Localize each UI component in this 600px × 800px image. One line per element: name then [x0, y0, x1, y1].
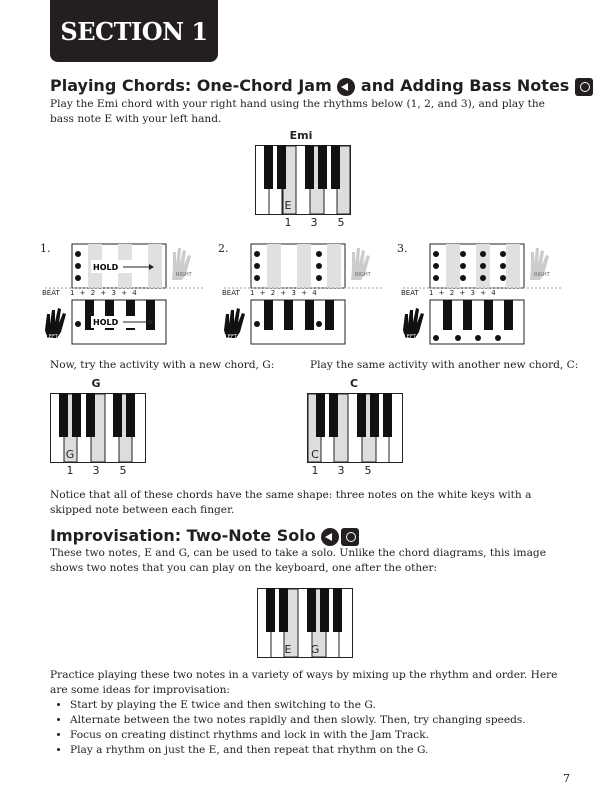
rhythm-number-2: 2. — [218, 242, 229, 255]
finger-1: 1 — [311, 464, 319, 477]
note-label-g: G — [310, 643, 320, 656]
right-label: RIGHT — [176, 272, 192, 278]
left-label: LEFT — [404, 334, 416, 340]
new-chord-c-text: Play the same activity with another new chord, C: — [310, 359, 579, 371]
finger-3: 3 — [337, 464, 345, 477]
beat-label-2 — [222, 289, 317, 297]
note-label-c: C — [311, 448, 319, 461]
heading-chords — [50, 76, 593, 96]
finger-3: 3 — [310, 216, 318, 229]
list-item: • Alternate between the two notes rapidly and then slowly. Then, try changing speeds. — [70, 713, 526, 728]
ideas-list — [56, 698, 526, 758]
beat-word: BEAT — [401, 289, 419, 297]
chord-title-c: C — [349, 377, 359, 390]
heading-improvisation-title: Improvisation: Two-Note Solo — [50, 526, 316, 545]
section-tab: SECTION 1 — [50, 0, 218, 62]
finger-5: 5 — [337, 216, 345, 229]
hold-label-left: HOLD — [93, 318, 119, 327]
left-label: LEFT — [225, 334, 237, 340]
list-item: • Play a rhythm on just the E, and then repeat that rhythm on the G. — [70, 743, 526, 758]
beat-label-3 — [401, 289, 496, 297]
beat-word: BEAT — [42, 289, 60, 297]
finger-1: 1 — [284, 216, 292, 229]
hold-label-right: HOLD — [93, 263, 119, 272]
audio-icon[interactable] — [337, 78, 355, 96]
list-item: • Start by playing the E twice and then switching to the G. — [70, 698, 526, 713]
solo-text: These two notes, E and G, can be used to take a solo. Unlike the chord diagrams, this image shows two notes that you can play on the keyboard, one after the other: — [50, 547, 546, 574]
right-label: RIGHT — [534, 272, 550, 278]
rhythm-number-3: 3. — [397, 242, 408, 255]
beat-label-1 — [42, 289, 137, 297]
practice-text: Practice playing these two notes in a variety of ways by mixing up the rhythm and order. Here are some ideas for improvisation: — [50, 669, 558, 696]
video-icon[interactable] — [341, 528, 359, 546]
finger-5: 5 — [364, 464, 372, 477]
beat-word: BEAT — [222, 289, 240, 297]
note-label-e: E — [284, 643, 292, 656]
audio-icon[interactable] — [321, 528, 339, 546]
rhythm-number-1: 1. — [40, 242, 51, 255]
video-icon[interactable] — [575, 78, 593, 96]
keyboard-emi — [255, 145, 351, 215]
note-label-e: E — [284, 199, 292, 212]
note-label-g: G — [65, 448, 75, 461]
heading-improvisation — [50, 526, 359, 546]
new-chord-g-text: Now, try the activity with a new chord, G: — [50, 359, 275, 371]
notice-text: Notice that all of these chords have the same shape: three notes on the white keys with a skipped note between each finger. — [50, 489, 532, 516]
intro-text: Play the Emi chord with your right hand using the rhythms below (1, 2, and 3), and play the bass note E with your left hand. — [50, 98, 545, 125]
heading-chords-title: Playing Chords: One-Chord Jam — [50, 76, 332, 95]
beat-count: 1 + 2 + 3 + 4 — [428, 289, 496, 297]
finger-5: 5 — [119, 464, 127, 477]
beat-count: 1 + 2 + 3 + 4 — [249, 289, 317, 297]
chord-title-emi: Emi — [289, 129, 313, 142]
left-label: LEFT — [46, 334, 58, 340]
finger-3: 3 — [92, 464, 100, 477]
beat-count: 1 + 2 + 3 + 4 — [69, 289, 137, 297]
right-label: RIGHT — [355, 272, 371, 278]
finger-1: 1 — [66, 464, 74, 477]
chord-title-g: G — [91, 377, 101, 390]
list-item: • Focus on creating distinct rhythms and lock in with the Jam Track. — [70, 728, 526, 743]
page-number: 7 — [563, 772, 570, 785]
heading-chords-suffix: and Adding Bass Notes — [360, 76, 570, 95]
